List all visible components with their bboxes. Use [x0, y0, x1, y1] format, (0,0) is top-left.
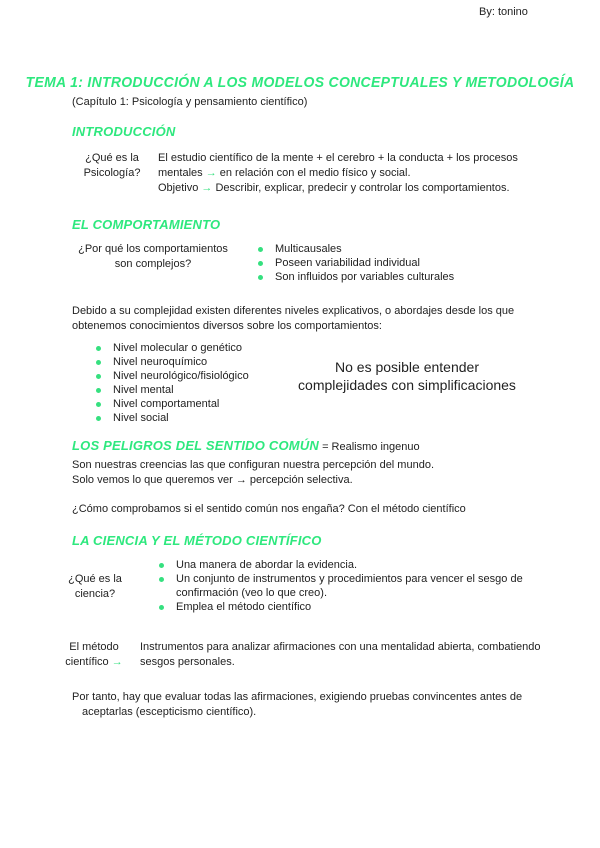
list-item [159, 600, 539, 614]
list-item [159, 572, 539, 600]
list-item-text: Un conjunto de instrumentos y procedimientos para vencer el sesgo de confirmación (veo lo que creo). [176, 573, 523, 599]
science-question [62, 572, 128, 602]
list-item-text: Una manera de abordar la evidencia. [176, 559, 358, 571]
level-item-text: Nivel neuroquímico [113, 356, 208, 368]
level-item [96, 383, 249, 397]
levels-list [96, 341, 249, 425]
bullet-dot-icon [96, 388, 101, 393]
conclusion [72, 690, 522, 720]
behavior-bullet-list [258, 242, 454, 284]
list-item [258, 242, 454, 256]
arrow-icon: → [111, 656, 123, 668]
list-item [258, 256, 454, 270]
intro-question-line2: Psicología? [83, 167, 141, 179]
intro-question-line1: ¿Qué es la [85, 152, 139, 164]
bullet-dot-icon [258, 275, 263, 280]
page-title: TEMA 1: INTRODUCCIÓN A LOS MODELOS CONCEPTUALES Y METODOLOGÍA [25, 73, 575, 91]
intro-question [78, 151, 146, 181]
level-item [96, 369, 249, 383]
method-definition [140, 640, 541, 670]
list-item-text: Multicausales [275, 243, 342, 255]
intro-answer [158, 151, 518, 196]
method-label-line2 [58, 655, 130, 670]
complexity-note-line2: complejidades con simplificaciones [298, 377, 516, 393]
level-item-text: Nivel mental [113, 384, 174, 396]
list-item-text: Emplea el método científico [176, 601, 312, 613]
bullet-dot-icon [159, 605, 164, 610]
behavior-question [72, 242, 234, 272]
method-definition-line1: Instrumentos para analizar afirmaciones con una mentalidad abierta, combatiendo [140, 641, 541, 653]
behavior-paragraph [72, 304, 514, 334]
method-label-word: científico [65, 656, 109, 668]
level-item [96, 397, 249, 411]
bullet-dot-icon [159, 577, 164, 582]
level-item-text: Nivel social [113, 412, 169, 424]
author-credit: By: tonino [479, 6, 528, 18]
bullet-dot-icon [258, 247, 263, 252]
method-definition-line2: sesgos personales. [140, 656, 235, 668]
bullet-dot-icon [96, 402, 101, 407]
common-sense-heading-row [72, 438, 420, 453]
intro-objective [158, 181, 518, 196]
bullet-dot-icon [96, 416, 101, 421]
level-item-text: Nivel comportamental [113, 398, 220, 410]
bullet-dot-icon [96, 360, 101, 365]
behavior-paragraph-line2: obtenemos conocimientos diversos sobre los comportamientos: [72, 320, 382, 332]
complexity-note [292, 358, 522, 394]
common-sense-heading: LOS PELIGROS DEL SENTIDO COMÚN [72, 438, 320, 453]
behavior-heading: EL COMPORTAMIENTO [72, 217, 221, 232]
science-question-line2: ciencia? [74, 588, 116, 600]
bullet-dot-icon [96, 346, 101, 351]
level-item [96, 355, 249, 369]
bullet-dot-icon [96, 374, 101, 379]
intro-answer-line2-b: en relación con el medio físico y social. [219, 167, 411, 179]
complexity-note-line1: No es posible entender [335, 359, 479, 375]
intro-answer-line1: El estudio científico de la mente + el cerebro + la conducta + los procesos [158, 152, 518, 164]
level-item [96, 341, 249, 355]
intro-answer-line2-a: mentales [158, 167, 203, 179]
method-label [58, 640, 130, 670]
level-item [96, 411, 249, 425]
common-sense-text [72, 458, 434, 488]
bullet-dot-icon [159, 563, 164, 568]
list-item-text: Poseen variabilidad individual [275, 257, 420, 269]
common-sense-line1: Son nuestras creencias las que configuran nuestra percepción del mundo. [72, 459, 435, 471]
method-label-line1: El método [69, 641, 119, 653]
common-sense-line2: Solo vemos lo que queremos ver → percepción selectiva. [72, 474, 353, 486]
bullet-dot-icon [258, 261, 263, 266]
intro-objective-label: Objetivo [158, 182, 199, 194]
level-item-text: Nivel molecular o genético [113, 342, 243, 354]
level-item-text: Nivel neurológico/fisiológico [113, 370, 249, 382]
behavior-paragraph-line1: Debido a su complejidad existen diferentes niveles explicativos, o abordajes desde los que [72, 305, 515, 317]
common-sense-heading-suffix: = Realismo ingenuo [322, 441, 420, 453]
list-item [258, 270, 454, 284]
science-question-line1: ¿Qué es la [68, 573, 122, 585]
conclusion-line2: aceptarlas (escepticismo científico). [82, 706, 257, 718]
list-item-text: Son influidos por variables culturales [275, 271, 455, 283]
intro-answer-line2 [158, 166, 518, 181]
behavior-question-line1: ¿Por qué los comportamientos [78, 243, 228, 255]
arrow-icon: → [205, 167, 217, 179]
page-subtitle: (Capítulo 1: Psicología y pensamiento científico) [72, 96, 308, 108]
intro-heading: INTRODUCCIÓN [72, 124, 176, 139]
list-item [159, 558, 539, 572]
conclusion-line1: Por tanto, hay que evaluar todas las afirmaciones, exigiendo pruebas convincentes antes de [72, 691, 523, 703]
behavior-question-line2: son complejos? [114, 258, 192, 270]
intro-objective-text: Describir, explicar, predecir y controlar los comportamientos. [215, 182, 510, 194]
science-heading: LA CIENCIA Y EL MÉTODO CIENTÍFICO [72, 533, 322, 548]
science-bullet-list [159, 558, 539, 614]
common-sense-question: ¿Cómo comprobamos si el sentido común nos engaña? Con el método científico [72, 503, 466, 515]
arrow-icon: → [201, 182, 213, 194]
